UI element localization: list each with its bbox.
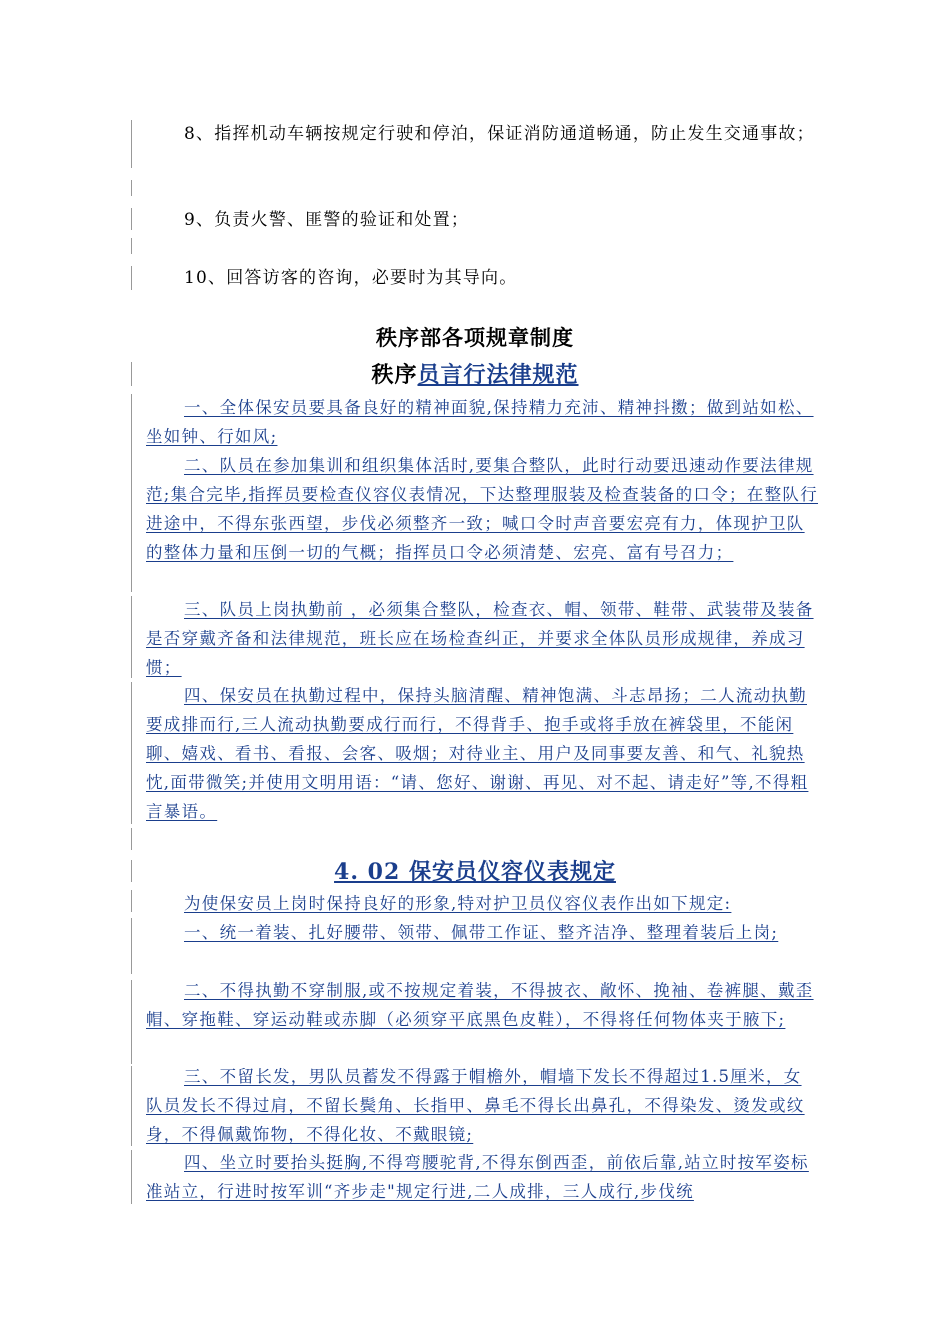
section-title: 秩序部各项规章制度 bbox=[376, 325, 574, 350]
change-bar bbox=[131, 120, 132, 168]
change-bar bbox=[131, 266, 132, 290]
change-bar bbox=[131, 208, 132, 230]
list-item-8: 8、指挥机动车辆按规定行驶和停泊，保证消防通道畅通，防止发生交通事故； bbox=[184, 124, 815, 144]
change-bar bbox=[131, 980, 132, 1064]
change-bar bbox=[131, 1150, 132, 1204]
change-bar bbox=[131, 828, 132, 850]
list-item-9: 9、负责火警、匪警的验证和处置； bbox=[184, 210, 470, 230]
change-bar bbox=[131, 682, 132, 824]
list-item-10: 10、回答访客的咨询，必要时为其导向。 bbox=[184, 268, 518, 288]
change-bar bbox=[131, 394, 132, 452]
conduct-paragraph-4: 四、保安员在执勤过程中，保持头脑清醒、精神饱满、斗志昂扬；二人流动执勤要成排而行,三人流动执勤要成行而行，不得背手、抱手或将手放在裤袋里，不能闲聊、嬉戏、看书、看报、会客、吸烟；对待业主、用户及同事要友善、和气、礼貌热忱,面带微笑;并使用文明用语：“请、您好、谢谢、再见、对不起、请走好”等,不得粗言暴语。 bbox=[146, 686, 809, 821]
appearance-paragraph-4: 四、坐立时要抬头挺胸,不得弯腰驼背,不得东倒西歪，前依后靠,站立时按军姿标准站立，行进时按军训“齐步走"规定行进,二人成排，三人成行,步伐统 bbox=[146, 1153, 809, 1201]
subtitle-prefix: 秩序 bbox=[371, 362, 418, 388]
conduct-paragraph-1: 一、全体保安员要具备良好的精神面貌,保持精力充沛、精神抖擞；做到站如松、坐如钟、行如风; bbox=[146, 398, 814, 446]
conduct-paragraph-2: 二、队员在参加集训和组织集体活时,要集合整队，此时行动要迅速动作要法律规范;集合完毕,指挥员要检查仪容仪表情况，下达整理服装及检查装备的口令；在整队行进途中，不得东张西望，步伐必须整齐一致；喊口令时声音要宏亮有力，体现护卫队的整体力量和压倒一切的气概；指挥员口令必须清楚、宏亮、富有号召力； bbox=[146, 456, 819, 562]
subtitle bbox=[0, 358, 950, 389]
appearance-intro: 为使保安员上岗时保持良好的形象,特对护卫员仪容仪表作出如下规定: bbox=[184, 894, 732, 913]
conduct-paragraph-3: 三、队员上岗执勤前 ，必须集合整队，检查衣、帽、领带、鞋带、武装带及装备是否穿戴齐备和法律规范，班长应在场检查纠正，并要求全体队员形成规律，养成习惯； bbox=[146, 600, 814, 677]
change-bar bbox=[131, 890, 132, 912]
change-bar bbox=[131, 180, 132, 196]
change-bar bbox=[131, 918, 132, 974]
change-bar bbox=[131, 1066, 132, 1146]
section2-title: 4. 02 保安员仪容仪表规定 bbox=[334, 859, 616, 885]
change-bar bbox=[131, 596, 132, 678]
appearance-paragraph-3: 三、不留长发，男队员蓄发不得露于帽檐外，帽墙下发长不得超过1.5厘米，女队员发长不得过肩，不留长鬓角、长指甲、鼻毛不得长出鼻孔，不得染发、烫发或纹身，不得佩戴饰物，不得化妆、不戴眼镜; bbox=[146, 1067, 805, 1144]
appearance-paragraph-2: 二、不得执勤不穿制服,或不按规定着装，不得披衣、敞怀、挽袖、卷裤腿、戴歪帽、穿拖鞋、穿运动鞋或赤脚（必须穿平底黑色皮鞋），不得将任何物体夹于腋下; bbox=[146, 981, 814, 1029]
change-bar bbox=[131, 238, 132, 254]
change-bar bbox=[131, 452, 132, 592]
appearance-paragraph-1: 一、统一着装、扎好腰带、领带、佩带工作证、整齐洁净、整理着装后上岗; bbox=[184, 923, 779, 942]
subtitle-link[interactable]: 员言行法律规范 bbox=[417, 362, 579, 388]
